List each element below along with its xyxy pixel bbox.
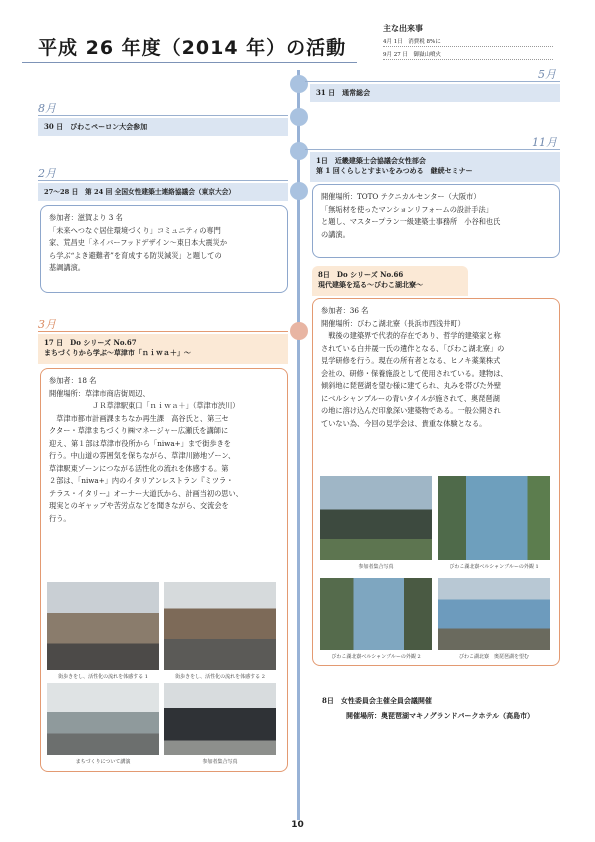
text-line: 開催場所：TOTO テクニカルセンター（大阪市） xyxy=(321,192,481,201)
text-line: の地に溶け込んだ印象深い建築物である。一般公開され xyxy=(321,406,501,415)
photo-caption: 街歩きをし、活性化の流れを体感する 1 xyxy=(58,674,148,680)
photo-building xyxy=(438,578,550,650)
text-line: 草津駅東ゾーンにつながる活性化の流れを体感する。第 xyxy=(49,463,229,473)
events-divider xyxy=(383,46,553,47)
photo-group xyxy=(164,683,276,755)
photo-street xyxy=(47,582,159,670)
feb-box xyxy=(40,205,288,293)
feb-title: 27～28 日 第 24 回 全国女性建築士連絡協議会（東京大会） xyxy=(38,183,288,201)
text-line: 行う。中山道の雰囲気を保ちながら、草津川跡地ゾーン、 xyxy=(49,451,236,460)
text-line: されている白井晟一氏の遺作となる、「びわこ湖北寮」の xyxy=(321,343,505,353)
photo-caption: びわこ湖北寮ベルシャンブルーの外観 1 xyxy=(449,564,539,570)
events-divider xyxy=(383,59,553,60)
month-divider xyxy=(38,180,288,181)
photo-building xyxy=(320,578,432,650)
photo-caption: 街歩きをし、活性化の流れを体感する 2 xyxy=(175,674,265,680)
text-line: ていない為、今回の見学会は、貴重な体験となる。 xyxy=(321,418,487,428)
month-label-may: 5月 xyxy=(538,68,556,81)
month-divider xyxy=(38,331,288,332)
text-line: テラス・イタリー』オーナー大道氏から、計画当初の思い、 xyxy=(49,488,243,498)
event-item: 9月 27 日 御嶽山噴火 xyxy=(383,52,441,58)
timeline-dot xyxy=(290,75,308,93)
text-line: にベルシャンブルーの青いタイルが施されて、奥琵琶湖 xyxy=(321,393,500,403)
text-line: 見学研修を行う。現在の所有者となる、ヒノキ薬業株式 xyxy=(321,356,501,365)
text-line: 「無垢材を使ったマンションリフォームの設計手法」 xyxy=(321,204,493,214)
mar-title-line: まちづくりから学ぶ～草津市「ｎｉｗａ＋」～ xyxy=(44,348,191,357)
text-line: 戦後の建築界で代表的存在であり、哲学的建築家と称 xyxy=(321,331,501,340)
photo-caption: 参加者集合写真 xyxy=(202,759,238,765)
text-line: ２部は、「niwa+」内のイタリアンレストラン『ミツラ・ xyxy=(49,476,234,485)
mar-title xyxy=(38,334,288,364)
month-label-nov: 11月 xyxy=(532,136,557,149)
nov-seminar-box xyxy=(312,184,560,258)
page-title: 平成 26 年度（2014 年）の活動 xyxy=(38,37,347,59)
text-line: 行う。 xyxy=(49,513,71,523)
month-label-aug: 8月 xyxy=(38,102,56,115)
timeline-dot xyxy=(290,142,308,160)
text-line: 基調講演。 xyxy=(49,263,85,272)
aug-entry: 30 日 びわこペーロン大会参加 xyxy=(38,118,288,136)
text-line: の講演。 xyxy=(321,229,350,239)
page-number: 10 xyxy=(291,820,304,830)
mar-title-line: 17 日 Do シリーズ No.67 xyxy=(44,338,137,347)
photo-caption: びわこ湖北寮ベルシャンブルーの外観 2 xyxy=(331,654,421,660)
text-line: 参加者：18 名 xyxy=(49,376,97,385)
photo-lecture xyxy=(47,683,159,755)
events-heading: 主な出来事 xyxy=(383,23,423,33)
month-divider xyxy=(305,149,560,150)
text-line: 現実とのギャップや苦労点などを聞きながら、交流会を xyxy=(49,501,229,510)
nov-meeting-place: 開催場所：奥琵琶湖マキノグランドパークホテル（高島市） xyxy=(346,711,535,720)
timeline-dot xyxy=(290,182,308,200)
photo-caption: 参加者集合写真 xyxy=(358,564,394,570)
text-line: と題し、マスタープラン一級建築士事務所 小谷和也氏 xyxy=(321,217,501,226)
month-divider xyxy=(305,81,560,82)
text-line: ら学ぶ“よき避難者”を育成する防災減災」と題しての xyxy=(49,250,222,260)
do66-title xyxy=(312,266,468,296)
text-line: 「未来へつなぐ居住環境づくり」コミュニティの専門 xyxy=(49,225,221,235)
text-line: 傾斜地に琵琶湖を望む様に建てられ、丸みを帯びた外壁 xyxy=(321,381,502,390)
nov-meeting-title: 8日 女性委員会主催全員会議開催 xyxy=(322,696,432,705)
nov-seminar-title-line: 1日 近畿建築士会協議会女性部会 xyxy=(316,156,426,165)
timeline-dot-current xyxy=(290,322,308,340)
do66-title-line: 現代建築を巡る～びわこ湖北寮～ xyxy=(318,280,423,289)
text-line: 参加者：36 名 xyxy=(321,306,369,315)
photo-building xyxy=(438,476,550,560)
text-line: 開催場所：草津市商店街周辺、 xyxy=(49,388,150,398)
photo-street xyxy=(164,582,276,670)
text-line: ＪＲ草津駅東口「ｎｉｗａ＋」（草津市渋川） xyxy=(49,401,240,410)
photo-caption: まちづくりについて講演 xyxy=(75,759,131,765)
text-line: 会社の、研修・保養施設として使用されている。建物は、 xyxy=(321,368,508,378)
text-line: 参加者：滋賀より 3 名 xyxy=(49,213,123,222)
month-label-mar: 3月 xyxy=(38,318,56,331)
timeline-dot xyxy=(290,108,308,126)
photo-caption: びわこ湖北寮 奥琵琶湖を望む xyxy=(458,654,529,660)
photo-group xyxy=(320,476,432,560)
text-line: 家、荒昌史「ネイバーフッドデザイン～東日本大震災か xyxy=(49,238,228,247)
text-line: 開催場所：びわこ湖北寮（長浜市西浅井町） xyxy=(321,318,465,328)
month-label-feb: 2月 xyxy=(38,167,56,180)
do66-title-line: 8日 Do シリーズ No.66 xyxy=(318,270,404,279)
nov-seminar-title xyxy=(310,152,560,182)
title-divider xyxy=(22,62,357,63)
nov-seminar-title-line: 第 1 回くらしとすまいをみつめる 継続セミナー xyxy=(316,166,473,175)
text-line: 草津市都市計画課まちなか再生課 高谷氏と、第三セ xyxy=(49,413,229,423)
text-line: クター・草津まちづくり㈱マネージャー広瀬氏を講師に xyxy=(49,426,229,435)
may-entry: 31 日 通常総会 xyxy=(310,84,560,102)
event-item: 4月 1日 消費税 8%に xyxy=(383,39,441,45)
text-line: 迎え、第１部は草津市役所から「niwa+」まで街歩きを xyxy=(49,438,231,448)
month-divider xyxy=(38,115,288,116)
